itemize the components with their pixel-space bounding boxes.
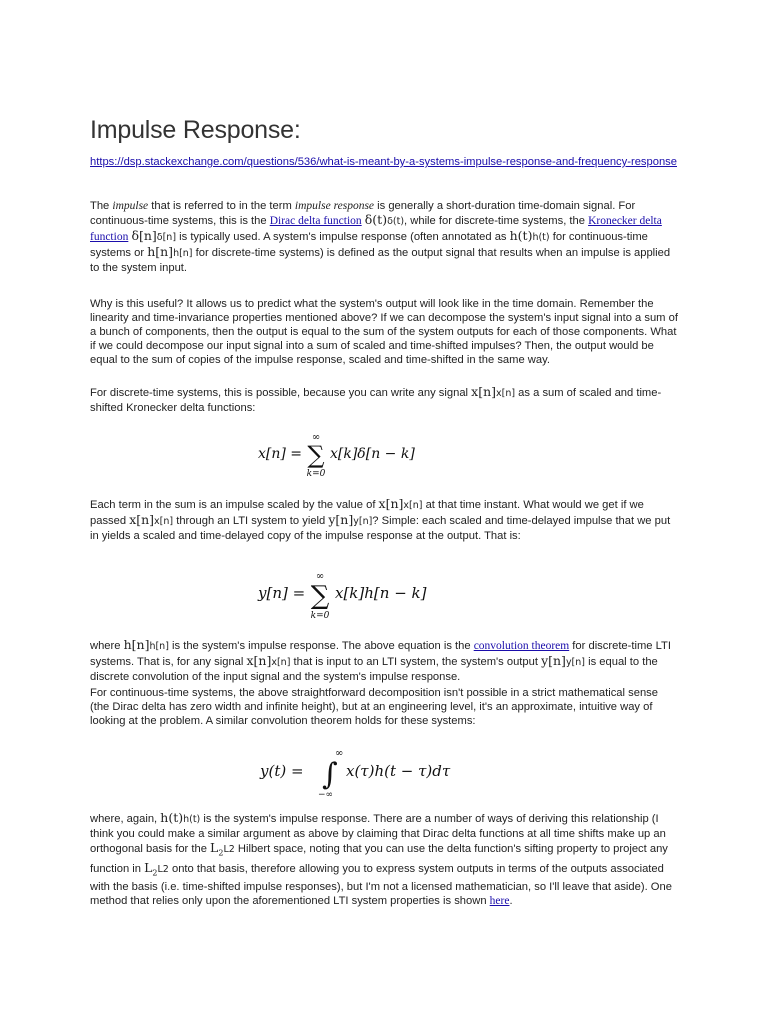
text: is typically used. A system's impulse response (often annotated as bbox=[176, 231, 510, 243]
text: is the system's impulse response. The above equation is the bbox=[168, 640, 474, 652]
eq1-lhs: x[n] = bbox=[258, 446, 303, 462]
dirac-delta-link[interactable]: Dirac delta function bbox=[269, 215, 362, 227]
eq3-upper-limit: ∞ bbox=[335, 748, 344, 759]
eq3-rhs: x(τ)h(t − τ)dτ bbox=[346, 762, 451, 780]
math-x-n-source: x[n] bbox=[496, 388, 516, 399]
summation-symbol: ∑ bbox=[310, 581, 330, 611]
paragraph-convolution-theorem bbox=[90, 638, 680, 684]
text: that is input to an LTI system, the system's output bbox=[290, 656, 542, 668]
math-x-n: x[n] bbox=[471, 384, 497, 399]
math-delta-n: δ[n] bbox=[131, 228, 157, 243]
math-l: L bbox=[144, 859, 153, 875]
eq1-lower-limit: k=0 bbox=[306, 469, 326, 478]
text: at that time instant. What would we get if we passed bbox=[90, 499, 644, 527]
eq1-upper-limit: ∞ bbox=[311, 432, 321, 443]
math-h-t: h(t) bbox=[160, 810, 184, 825]
math-y-n-source: y[n] bbox=[565, 657, 585, 668]
math-l2 bbox=[210, 840, 224, 858]
math-l2-subscript: 2 bbox=[218, 848, 224, 858]
text: is the system's impulse response. There are a number of ways of deriving this relationship (I think you could make a similar argument as above by claiming that Dirac delta functions at all time shifts make up an orthogonal basis for the bbox=[90, 813, 666, 855]
math-l2-subscript: 2 bbox=[152, 868, 158, 877]
eq2-lhs: y[n] = bbox=[258, 584, 306, 602]
summation-symbol: ∑ bbox=[307, 441, 325, 469]
emphasis-impulse: impulse bbox=[112, 200, 149, 212]
math-y-n-source: y[n] bbox=[353, 516, 373, 527]
math-h-t: h(t) bbox=[509, 228, 533, 243]
text: through an LTI system to yield bbox=[173, 515, 329, 527]
eq2-rhs: x[k]h[n − k] bbox=[335, 584, 427, 602]
kronecker-delta-link[interactable]: Kronecker delta function bbox=[90, 215, 662, 243]
text: as a sum of scaled and time-shifted Kronecker delta functions: bbox=[90, 387, 662, 414]
text: for discrete-time LTI systems. That is, for any signal bbox=[90, 640, 671, 668]
paragraph-impulse-definition bbox=[90, 199, 680, 275]
math-h-t-source: h(t) bbox=[532, 232, 550, 243]
paragraph-lti-output bbox=[90, 497, 680, 543]
paragraph-derivation-note bbox=[90, 811, 680, 908]
math-h-n: h[n] bbox=[123, 637, 150, 652]
math-y-n: y[n] bbox=[328, 512, 354, 527]
text: , while for discrete-time systems, the bbox=[404, 215, 589, 227]
math-h-n-source: h[n] bbox=[173, 248, 193, 259]
convolution-theorem-link[interactable]: convolution theorem bbox=[473, 640, 570, 652]
paragraph-continuous-time: For continuous-time systems, the above straightforward decomposition isn't possible in a strict mathematical sense (the Dirac delta has zero width and infinite height), but at an engineering level, it's an approximate, intuitive way of looking at the problem. A similar convolution theorem holds for these systems: bbox=[90, 687, 658, 727]
math-x-n-source: x[n] bbox=[154, 516, 174, 527]
equation-discrete-convolution bbox=[250, 566, 430, 622]
text: that is referred to in the term bbox=[148, 200, 295, 212]
math-x-n: x[n] bbox=[378, 496, 404, 511]
math-l: L bbox=[210, 840, 219, 855]
equation-continuous-convolution bbox=[252, 742, 452, 800]
paragraph-discrete-decomposition bbox=[90, 385, 680, 415]
text: Hilbert space, noting that you can use the delta function's sifting property to project any function in bbox=[90, 843, 668, 875]
text: is equal to the discrete convolution of the input signal and the system's impulse response. bbox=[90, 656, 658, 683]
math-l2-source: L2 bbox=[223, 844, 235, 855]
text: ? Simple: each scaled and time-delayed impulse that we put in yields a scaled and time-delayed copy of the impulse response at the output. That is: bbox=[90, 515, 671, 542]
equation-discrete-decomposition bbox=[250, 426, 420, 478]
math-l2-source: L2 bbox=[157, 863, 169, 875]
math-l2 bbox=[144, 860, 157, 875]
text: is generally a short-duration time-domain signal. For continuous-time systems, this is the bbox=[90, 200, 636, 227]
math-h-t-source: h(t) bbox=[183, 814, 201, 825]
math-h-n: h[n] bbox=[147, 244, 174, 259]
page-title: Impulse Response: bbox=[90, 116, 301, 144]
text: onto that basis, therefore allowing you to express system outputs in terms of the outputs associated with the basis (i.e. time-shifted impulse responses), but I'm not a licensed mathematician, so I'll leave that aside). One method that relies only upon the aforementioned LTI system properties is shown bbox=[90, 862, 672, 907]
source-link[interactable]: https://dsp.stackexchange.com/questions/536/what-is-meant-by-a-systems-impulse-response-and-frequency-response bbox=[90, 156, 677, 168]
emphasis-impulse-response: impulse response bbox=[294, 200, 375, 212]
text: where, again, bbox=[90, 813, 161, 825]
math-y-n: y[n] bbox=[541, 653, 566, 668]
math-delta-t: δ(t) bbox=[364, 212, 388, 227]
text: for discrete-time systems) is defined as the output signal that results when an impulse is applied to the system input. bbox=[90, 247, 671, 274]
eq2-lower-limit: k=0 bbox=[310, 611, 330, 621]
text: where bbox=[90, 640, 124, 652]
here-link[interactable]: here bbox=[489, 895, 510, 907]
text: for continuous-time systems or bbox=[90, 231, 648, 259]
math-x-n: x[n] bbox=[246, 653, 272, 668]
math-x-n: x[n] bbox=[129, 512, 155, 527]
eq2-upper-limit: ∞ bbox=[315, 571, 325, 582]
math-h-n-source: h[n] bbox=[149, 641, 169, 652]
text: Each term in the sum is an impulse scaled by the value of bbox=[90, 499, 379, 511]
math-delta-n-source: δ[n] bbox=[156, 232, 177, 243]
math-x-n-source: x[n] bbox=[403, 500, 423, 511]
eq3-lower-limit: −∞ bbox=[318, 790, 334, 800]
integral-symbol: ∫ bbox=[322, 757, 338, 792]
paragraph-why-useful: Why is this useful? It allows us to predict what the system's output will look like in the time domain. Remember the linearity and time-invariance properties mentioned above? If we can decompose the system's input signal into a sum of a bunch of components, then the output is equal to the sum of the system outputs for each of those components. What if we could decompose our input signal into a sum of scaled and time-shifted impulses? Then, the output would be equal to the sum of copies of the impulse response, scaled and time-shifted in the same way. bbox=[90, 298, 678, 366]
text: For discrete-time systems, this is possible, because you can write any signal bbox=[90, 387, 472, 399]
math-x-n-source: x[n] bbox=[271, 657, 291, 668]
eq3-lhs: y(t) = bbox=[260, 762, 304, 780]
text: The bbox=[90, 200, 113, 212]
math-delta-t-source: δ(t) bbox=[387, 216, 405, 227]
eq1-rhs: x[k]δ[n − k] bbox=[330, 446, 415, 462]
text: . bbox=[509, 895, 513, 907]
